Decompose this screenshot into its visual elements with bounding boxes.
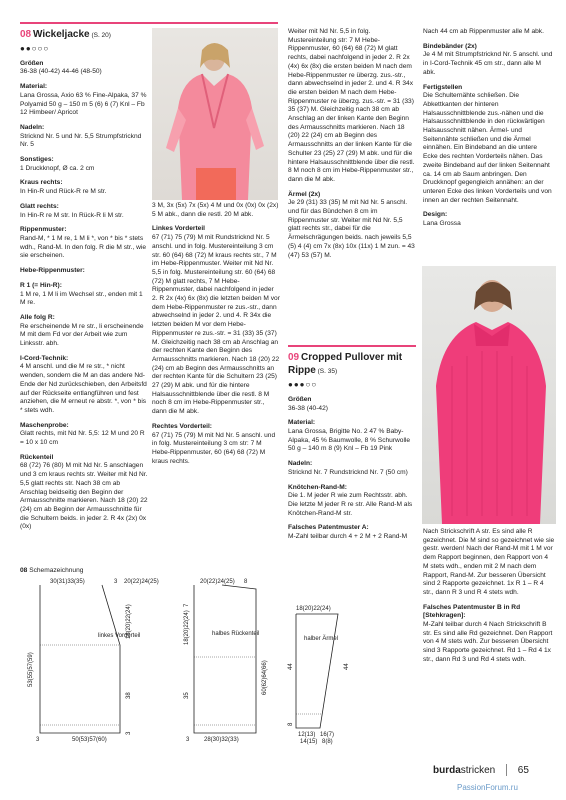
block-heading: Fertigstellen [423,83,463,91]
pattern-09-col4 [423,528,555,671]
block-heading: Größen [288,395,312,403]
accent-bar-09 [288,345,416,347]
accent-bar-left [20,22,278,24]
block-text: 67 (71) 75 (79) M mit Rundstricknd Nr. 5 anschl. und in folg. Mustereinteilung 3 cm str. 60 (64) 68 (72) M kraus rechts str., 7 M im Hebe-Rippenmuster. Weiter mit Nd Nr. 5,5 in folg. Mustereinteilung str. 60 (64) 68 (72) M glatt rechts, 7 M Hebe-Rippenmuster, dabei nachfolgend in jeder 2. R 2x (4x) 6x (8x) die letzten beiden M vor dem Hebe-Rippenmuster re zus.-str., dann abwechselnd in jeder 2. und 4. R 34x die letzten beiden M vor dem Hebe-Rippenmuster re zus.-str. = 31 (33) 35 (37) M. Gleichzeitig nach 38 cm ab Anschlag an der rechten Kante den Beginn des Armausschnitts markieren. Nach 18 (20) 22 (24) cm ab Beginn des Armausschnitts an der rechten Kante für die Schultern 23 (25) 27 (29) M abk. und für die hintere Halsausschnittblende über die restl. 8 M noch 8 cm im Hebe-Rippenmuster str., dann die M abk. [152,234,280,416]
pattern-08-col2-text [152,202,280,466]
diagram-left-front-outline [40,585,120,733]
column-4 [423,28,553,235]
dim-back-neck: 8 [244,579,248,585]
pattern-09-ref: (S. 35) [317,368,338,376]
block-text: Je 4 M mit Strumpfstricknd Nr. 5 anschl. und in I-Cord-Technik 45 cm str., dann alle M abk. [423,51,553,76]
diagram-half-back-outline [194,585,256,733]
block-heading: Nadeln: [20,123,45,131]
dim-sleeve-top: 18(20)22(24) [296,606,331,612]
block-text: Rand-M, * 1 M re, 1 M li *, von * bis * stets wdh., Rand-M. In den folg. R die M str., wie sie erscheinen. [20,234,147,260]
pattern-09-column [288,351,418,548]
block-text: 1 Druckknopf, Ø ca. 2 cm [20,164,95,172]
pattern-number: 08 [20,29,32,40]
dim-length: 53(55)57(59) [28,652,34,687]
block-text: 1 M re, 1 M li im Wechsel str., enden mit 1 M re. [20,290,143,307]
dim-hem: 3 [126,731,132,735]
footer-separator [506,764,507,776]
block-heading: Größen [20,59,44,67]
block-heading: Linkes Vorderteil [152,225,206,233]
pattern-09-number: 09 [288,352,300,363]
dim-back-bottom: 28(30)32(33) [204,737,239,743]
pattern-09-col3-text [288,396,418,542]
difficulty-dots: ●●○○○ [20,44,50,54]
block-text: In Hin-R und Rück-R re M str. [20,188,107,196]
pattern-08-col4-text [423,28,553,229]
dim-sleeve-right: 44 [344,663,350,670]
pattern-08-col1-text [20,60,148,532]
diagram-sleeve-outline [296,614,338,728]
block-heading: Alle folg R: [20,313,55,321]
text-block [20,267,148,276]
text-block [288,396,418,413]
diagram-left-front [18,575,159,745]
block-text: Lana Grossa [423,220,461,228]
pattern-09-col4-text [423,528,555,665]
block-heading: Falsches Patentmuster A: [288,524,369,532]
block-text: Nach Strickschrift A str. Es sind alle R gezeichnet. Die M sind so gezeichnet wie sie gestr. werden! Nach der Rand-M mit 1 M vor dem Rapport beginnen, den Rapport von 4 M stets wdh., enden mit 2 M nach dem Rapport, Rand-M. Zur besseren Übersicht sind 2 Rapporte gezeichnet. 1x R 1 – R 4 str., dann R 3 und R 4 stets wdh. [423,528,555,596]
column-1 [20,28,148,538]
text-block [152,202,280,219]
block-text: Nach 44 cm ab Rippenmuster alle M abk. [423,28,544,35]
block-heading: Bindebänder (2x) [423,42,477,50]
schema-caption: 08 Schemazeichnung [20,567,84,574]
text-block [20,314,148,349]
page-footer [433,764,529,777]
diagram-half-sleeve [286,600,356,745]
block-heading: Design: [423,211,448,219]
text-block [20,124,148,150]
block-heading: Nadeln: [288,460,313,468]
dim-sleeve-b4: 8(8) [322,739,333,745]
text-block [152,423,280,467]
watermark-text: PassionForum.ru [457,783,518,792]
block-heading: Sonstiges: [20,156,54,164]
text-block [20,179,148,196]
dim-height: 38 [126,692,132,699]
text-block [20,156,148,173]
block-text: Je 29 (31) 33 (35) M mit Nd Nr. 5 anschl. und für das Bündchen 8 cm im Rippenmuster str. Weiter mit Nd Nr. 5,5 glatt rechts str., dabei für die Ärmelschrägungen beids. nach jeweils 5,5 (5) 4 (4) cm 7x (8x) 10x (11x) 1 M zun. = 43 (47) 53 (57) M. [288,199,415,259]
text-block [288,524,418,541]
text-block [288,191,416,261]
dim-shoulder: 20(22)24(25) [124,579,159,585]
text-block [423,604,555,665]
dim-top: 30(31)33(35) [50,579,85,585]
block-text: 36-38 (40-42) [288,404,328,412]
dim-back-length: 60(62)64(66) [262,660,268,695]
text-block [20,282,148,308]
block-heading: Rückenteil [20,453,54,461]
block-text: Die Schulternähte schließen. Die Abkettkanten der hinteren Halsausschnittblende zus.-nähen und die Halsausschnittblende in den rückwärtigen Halsausschnitt nähen. Ärmel- und Seitennähte schließen und die Ärmel einnähen. Ein Bindeband an die untere Ecke des rechten Vorderteils nähen. Das zweite Bindeband auf der linken Seitennaht ca. 14 cm ab Saum anbringen. Den Druckknopf gegengleich annähen: an der unteren Ecke des linken Vorderteils und von innen an der rechten Seitennaht. [423,92,552,204]
block-heading: Hebe-Rippenmuster: [20,267,85,275]
block-text: Die 1. M jeder R wie zum Rechtsstr. abh. Die letzte M jeder R re str. Alle Rand-M als Knötchen-Rand-M str. [288,492,413,517]
dim-back-height: 35 [184,692,190,699]
block-text: Weiter mit Nd Nr. 5,5 in folg. Mustereinteilung str: 7 M Hebe-Rippenmuster, 60 (64) 68 (72) M glatt rechts, dabei nachfolgend in jeder 2. R 2x (4x) 6x (8x) die ersten beiden M nach dem Hebe-Rippenmuster re überzg. zus.-str., dann abwechselnd in jeder 2. und 4. R 34x die ersten beiden M nach dem Hebe- Rippenmuster re überzg. zus.-str. = 31 (33) 35 (37) M. Gleichzeitig nach 38 cm ab Anschlag an der linken Kante den Beginn des Armausschnitts markieren. Nach 18 (20) 22 (24) cm ab Beginn des Armausschnitts an der linken Kante für die Schulter 23 (25) 27 (29) M abk. und für die hintere Halsausschnittblende über die restl. 8 M noch 8 cm im Hebe-Rippenmuster str., dann die M abk. [288,28,415,183]
pattern-title: Wickeljacke [32,29,90,40]
text-block [20,422,148,448]
diagram-half-back [170,575,280,745]
footer-brand: burda [433,765,461,776]
block-text: Stricknd Nr. 7 Rundstricknd Nr. 7 (50 cm) [288,468,408,476]
text-block [423,211,553,228]
text-block [423,28,553,37]
wickeljacke-illustration [152,28,278,200]
text-block [288,484,418,519]
pullover-illustration [422,266,556,524]
dim-sleeve-cuff: 8 [288,722,294,726]
diagram-label-sleeve: halber Ärmel [304,636,339,642]
dim-back-seven: 7 [184,603,190,607]
block-heading: I-Cord-Technik: [20,354,69,362]
dim-width: 50(53)57(60) [72,737,107,743]
dim-sleeve-b1: 12(13) [298,732,316,738]
text-block [20,203,148,220]
pattern-08-col3-text [288,28,416,260]
column-2 [152,202,280,472]
page-number: 65 [517,765,529,776]
block-heading: Rippenmuster: [20,226,67,234]
block-text: 4 M anschl. und die M re str., * nicht wenden, sondern die M an das andere Nd-Ende der Nd zurückschieben, den Arbeitsfd auf der Rückseite entlangführen und fest anziehen, die M erneut re abstr. *, von * bis * stets wdh. [20,363,147,414]
block-heading: Knötchen-Rand-M: [288,483,347,491]
block-text: 36-38 (40-42) 44-46 (48-50) [20,68,102,76]
text-block [423,43,553,78]
block-heading: Falsches Patentmuster B in Rd [Stehkragen]: [423,603,521,620]
block-text: M-Zahl teilbar durch 4 Nach Strickschrift B str. Es sind alle Rd gezeichnet. Den Rapport von 4 M stets wdh. Zur besseren Übersicht sind 3 Rapporte gezeichnet. Rd 1 – Rd 4 1x str., dann Rd 3 und Rd 4 stets wdh. [423,621,553,663]
block-heading: Material: [288,419,316,427]
block-heading: Maschenprobe: [20,421,69,429]
dim-sleeve-left: 44 [288,663,294,670]
dim-back-top: 20(22)24(25) [200,579,235,585]
diagram-label-back: halbes Rückenteil [212,631,260,637]
pattern-09-difficulty: ●●●○○ [288,380,318,390]
text-block [20,226,148,261]
block-heading: Ärmel (2x) [288,190,321,198]
block-text: 67 (71) 75 (79) M mit Nd Nr. 5 anschl. und in folg. Mustereinteilung 3 cm str: 7 M Hebe-Rippenmuster, 60 (64) 68 (72) M kraus rechts. [152,431,276,465]
text-block [152,225,280,416]
pattern-ref: (S. 20) [91,32,111,39]
dim-sleeve-b3: 16(7) [320,732,335,738]
block-heading: Material: [20,83,48,91]
block-heading: Rechtes Vorderteil: [152,422,212,430]
block-text: Glatt rechts, mit Nd Nr. 5,5: 12 M und 20 R = 10 x 10 cm [20,430,145,447]
block-text: M-Zahl teilbar durch 4 + 2 M + 2 Rand-M [288,533,408,541]
block-text: 3 M, 3x (5x) 7x (5x) 4 M und 0x (0x) 0x (2x) 5 M abk., dann die restl. 20 M abk. [152,202,279,218]
footer-brand2: stricken [460,765,496,776]
pattern-09-heading [288,351,418,377]
model-photo-wickeljacke [152,28,278,200]
column-3 [288,28,416,266]
block-text: Lana Grossa, Brigitte No. 2 47 % Baby-Alpaka, 45 % Baumwolle, 8 % Schurwolle 50 g – 140 m 8 (9) Knl – Fb 19 Pink [288,428,411,453]
dim-sleeve-b2: 14(15) [300,739,318,745]
text-block [20,83,148,118]
block-text: Re erscheinende M re str., li erscheinende M mit dem Fd vor der Arbeit wie zum Linksstr. abh. [20,322,144,348]
text-block [423,84,553,206]
block-text: Stricknd Nr. 5 und Nr. 5,5 Strumpfstricknd Nr. 5 [20,132,142,149]
block-text: In Hin-R re M str. In Rück-R li M str. [20,211,124,219]
text-block [20,355,148,416]
text-block [288,28,416,185]
dim-back-hem: 3 [186,737,190,743]
diagram-label-front: linkes Vorderteil [98,633,141,639]
model-photo-cropped-pullover [422,266,556,524]
block-heading: Kraus rechts: [20,179,63,187]
text-block [423,528,555,598]
dim-armhole: 18(20)22(24) [126,604,132,639]
pattern-09-title: Cropped Pullover mit Rippe [288,352,403,377]
dim-hem-left: 3 [36,737,40,743]
text-block [288,460,418,477]
block-text: 68 (72) 76 (80) M mit Nd Nr. 5 anschlagen und 3 cm kraus rechts str. Weiter mit Nd Nr. 5,5 glatt rechts str. Nach 38 cm ab Anschlag beidseitig den Beginn der Armausschnitte markieren. Nach 18 (20) 22 (24) cm ab Beginn der Armausschnitte für die Schultern beids. in jeder 2. R 4x (2x) 0x (0x) [20,462,148,531]
dim-back-armhole: 18(20)22(24) [184,610,190,645]
pattern-08-heading [20,28,148,41]
block-text: Lana Grossa, Axio 63 % Fine-Alpaka, 37 % Polyamid 50 g – 150 m 5 (6) 6 (7) Knl – Fb 12 Himbeer/ Apricot [20,91,147,117]
text-block [20,60,148,77]
text-block [288,419,418,454]
block-heading: R 1 (= Hin-R): [20,281,62,289]
block-heading: Glatt rechts: [20,202,59,210]
dim-side: 3 [114,579,118,585]
text-block [20,454,148,532]
